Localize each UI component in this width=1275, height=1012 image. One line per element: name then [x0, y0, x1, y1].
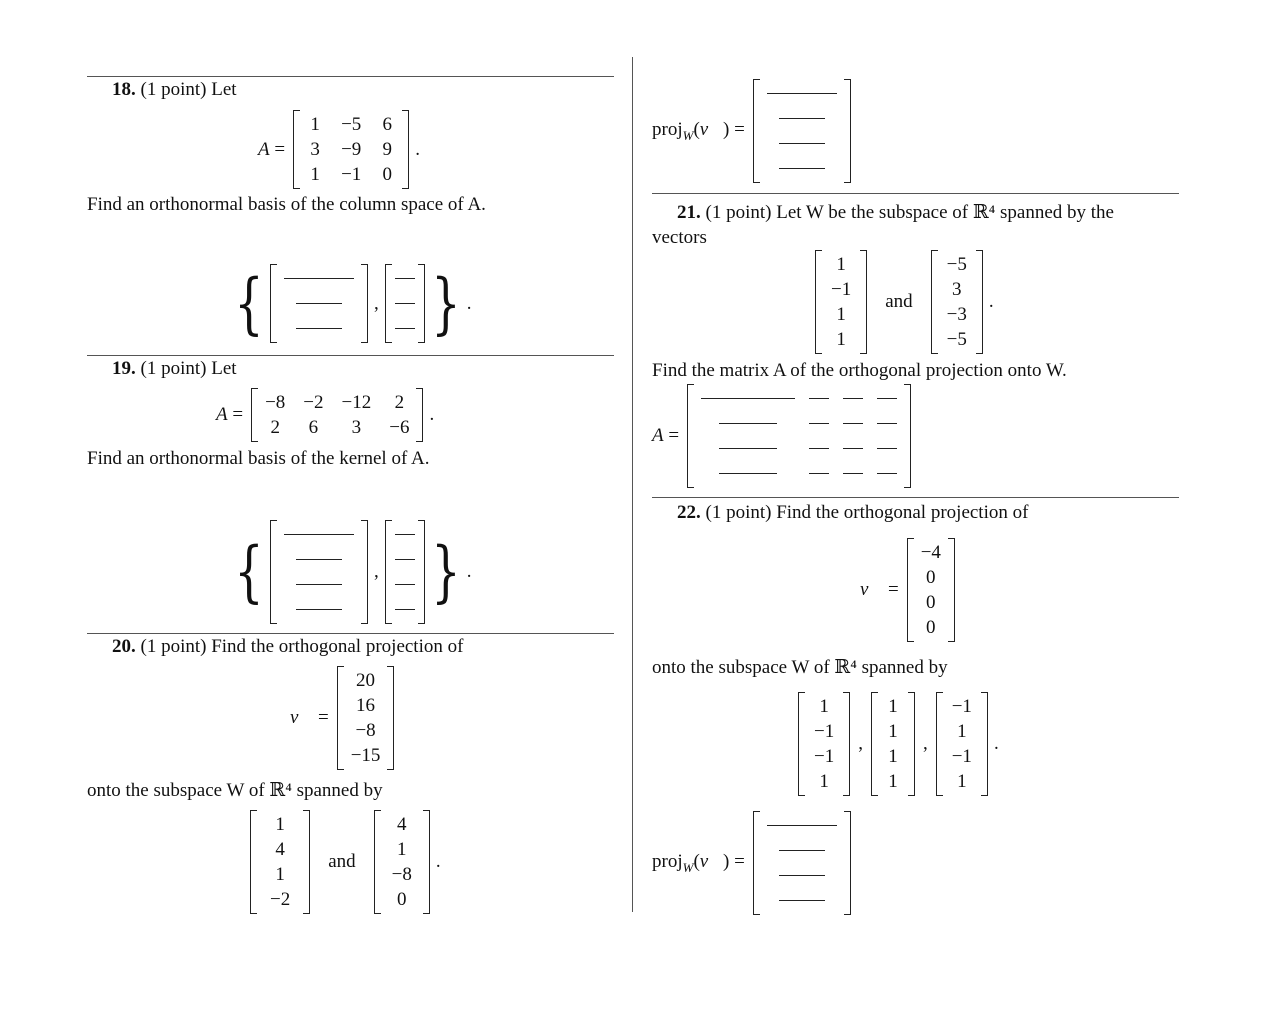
problem-22-rule: [652, 497, 1179, 498]
matrix-cell: 6: [382, 114, 393, 135]
matrix-cell: −5: [341, 114, 362, 135]
answer-blank[interactable]: [767, 863, 837, 888]
matrix-cell: 1: [310, 114, 320, 135]
answer-blank[interactable]: [767, 81, 837, 106]
problem-22-proj-answer: [652, 811, 851, 915]
matrix-cell: 0: [382, 164, 393, 185]
answer-blank[interactable]: [395, 597, 415, 622]
problem-20-vector: v⃗ = 20 16 −8 −15: [290, 666, 394, 770]
matrix-cell: −1: [341, 164, 362, 185]
proj-label: proj$_W$(v⃗) =: [652, 118, 745, 143]
answer-blank[interactable]: [395, 572, 415, 597]
problem-21-header: 21. (1 point) Let W be the subspace of ℝ⁴ spanned by the: [677, 202, 1114, 223]
answer-blank[interactable]: [809, 436, 829, 461]
problem-19-answer-set: { , } .: [228, 520, 472, 624]
answer-blank[interactable]: [767, 838, 837, 863]
answer-blank[interactable]: [767, 813, 837, 838]
problem-22-onto: onto the subspace W of ℝ⁴ spanned by: [652, 657, 948, 678]
answer-blank[interactable]: [284, 547, 354, 572]
answer-blank[interactable]: [767, 888, 837, 913]
problem-20-header: 20. (1 point) Find the orthogonal projection of: [112, 636, 464, 657]
problem-18-question: Find an orthonormal basis of the column space of A.: [87, 194, 486, 215]
answer-blank[interactable]: [701, 436, 795, 461]
problem-22-span: 1 −1 −1 1 , 1 1 1 1 , −1 1 −1 1 .: [798, 692, 999, 796]
answer-blank[interactable]: [877, 436, 897, 461]
problem-19-question: Find an orthonormal basis of the kernel of A.: [87, 448, 430, 469]
answer-blank[interactable]: [877, 461, 897, 486]
matrix-cell: 1: [310, 164, 320, 185]
answer-blank[interactable]: [767, 131, 837, 156]
answer-blank[interactable]: [843, 461, 863, 486]
answer-blank[interactable]: [701, 461, 795, 486]
problem-19-rule: [87, 355, 614, 356]
answer-blank[interactable]: [395, 547, 415, 572]
proj-label: proj$_W$(v⃗) =: [652, 850, 745, 875]
answer-blank[interactable]: [284, 316, 354, 341]
matrix-cell: 3: [351, 417, 362, 438]
answer-blank[interactable]: [284, 291, 354, 316]
matrix-cell: −6: [389, 417, 410, 438]
matrix-cell: 6: [308, 417, 319, 438]
problem-18-answer-set: { , } .: [234, 264, 472, 342]
problem-21-question: Find the matrix A of the orthogonal projection onto W.: [652, 360, 1067, 381]
problem-19-header: 19. (1 point) Let: [112, 358, 237, 379]
matrix-cell: −9: [341, 139, 362, 160]
answer-blank[interactable]: [284, 572, 354, 597]
answer-blank[interactable]: [395, 316, 415, 341]
answer-blank[interactable]: [701, 411, 795, 436]
answer-blank[interactable]: [395, 291, 415, 316]
answer-blank[interactable]: [809, 411, 829, 436]
problem-22-header: 22. (1 point) Find the orthogonal projection of: [677, 502, 1029, 523]
answer-blank[interactable]: [284, 522, 354, 547]
problem-21-span: 1 −1 1 1 and −5 3 −3 −5 .: [815, 250, 994, 354]
matrix-cell: 9: [382, 139, 393, 160]
problem-18-matrix: A = 1 −5 6 3 −9 9 1 −1 0 .: [258, 110, 420, 189]
answer-blank[interactable]: [843, 436, 863, 461]
answer-blank[interactable]: [877, 386, 897, 411]
answer-blank[interactable]: [809, 461, 829, 486]
problem-20-rule: [87, 633, 614, 634]
column-divider: [632, 57, 633, 912]
problem-number: 18.: [112, 79, 136, 100]
answer-blank[interactable]: [767, 156, 837, 181]
answer-blank[interactable]: [395, 522, 415, 547]
problem-18-header: [112, 79, 237, 101]
answer-blank[interactable]: [877, 411, 897, 436]
answer-blank[interactable]: [284, 597, 354, 622]
answer-blank[interactable]: [701, 386, 795, 411]
problem-points: (1 point) Let: [140, 79, 237, 100]
matrix-cell: −2: [303, 392, 324, 413]
problem-20-span: 1 4 1 −2 and 4 1 −8 0 .: [250, 810, 441, 914]
answer-blank[interactable]: [843, 411, 863, 436]
problem-22-vector: v⃗ = −4 0 0 0: [860, 538, 955, 642]
answer-blank[interactable]: [284, 266, 354, 291]
matrix-cell: 2: [270, 417, 280, 438]
problem-20-proj-answer: [652, 79, 851, 183]
answer-blank[interactable]: [767, 106, 837, 131]
problem-20-onto: onto the subspace W of ℝ⁴ spanned by: [87, 780, 383, 801]
answer-blank[interactable]: [843, 386, 863, 411]
answer-blank[interactable]: [395, 266, 415, 291]
matrix-cell: 3: [310, 139, 320, 160]
matrix-label: A =: [258, 138, 286, 160]
answer-blank[interactable]: [809, 386, 829, 411]
problem-19-matrix: A = −8 −2 −12 2 2 6 3 −6 .: [216, 388, 434, 442]
matrix-cell: −12: [341, 392, 372, 413]
problem-18-rule: [87, 76, 614, 77]
problem-21-rule: [652, 193, 1179, 194]
matrix-cell: −8: [265, 392, 286, 413]
problem-21-answer-matrix: A =: [652, 384, 911, 488]
matrix-cell: 2: [394, 392, 405, 413]
